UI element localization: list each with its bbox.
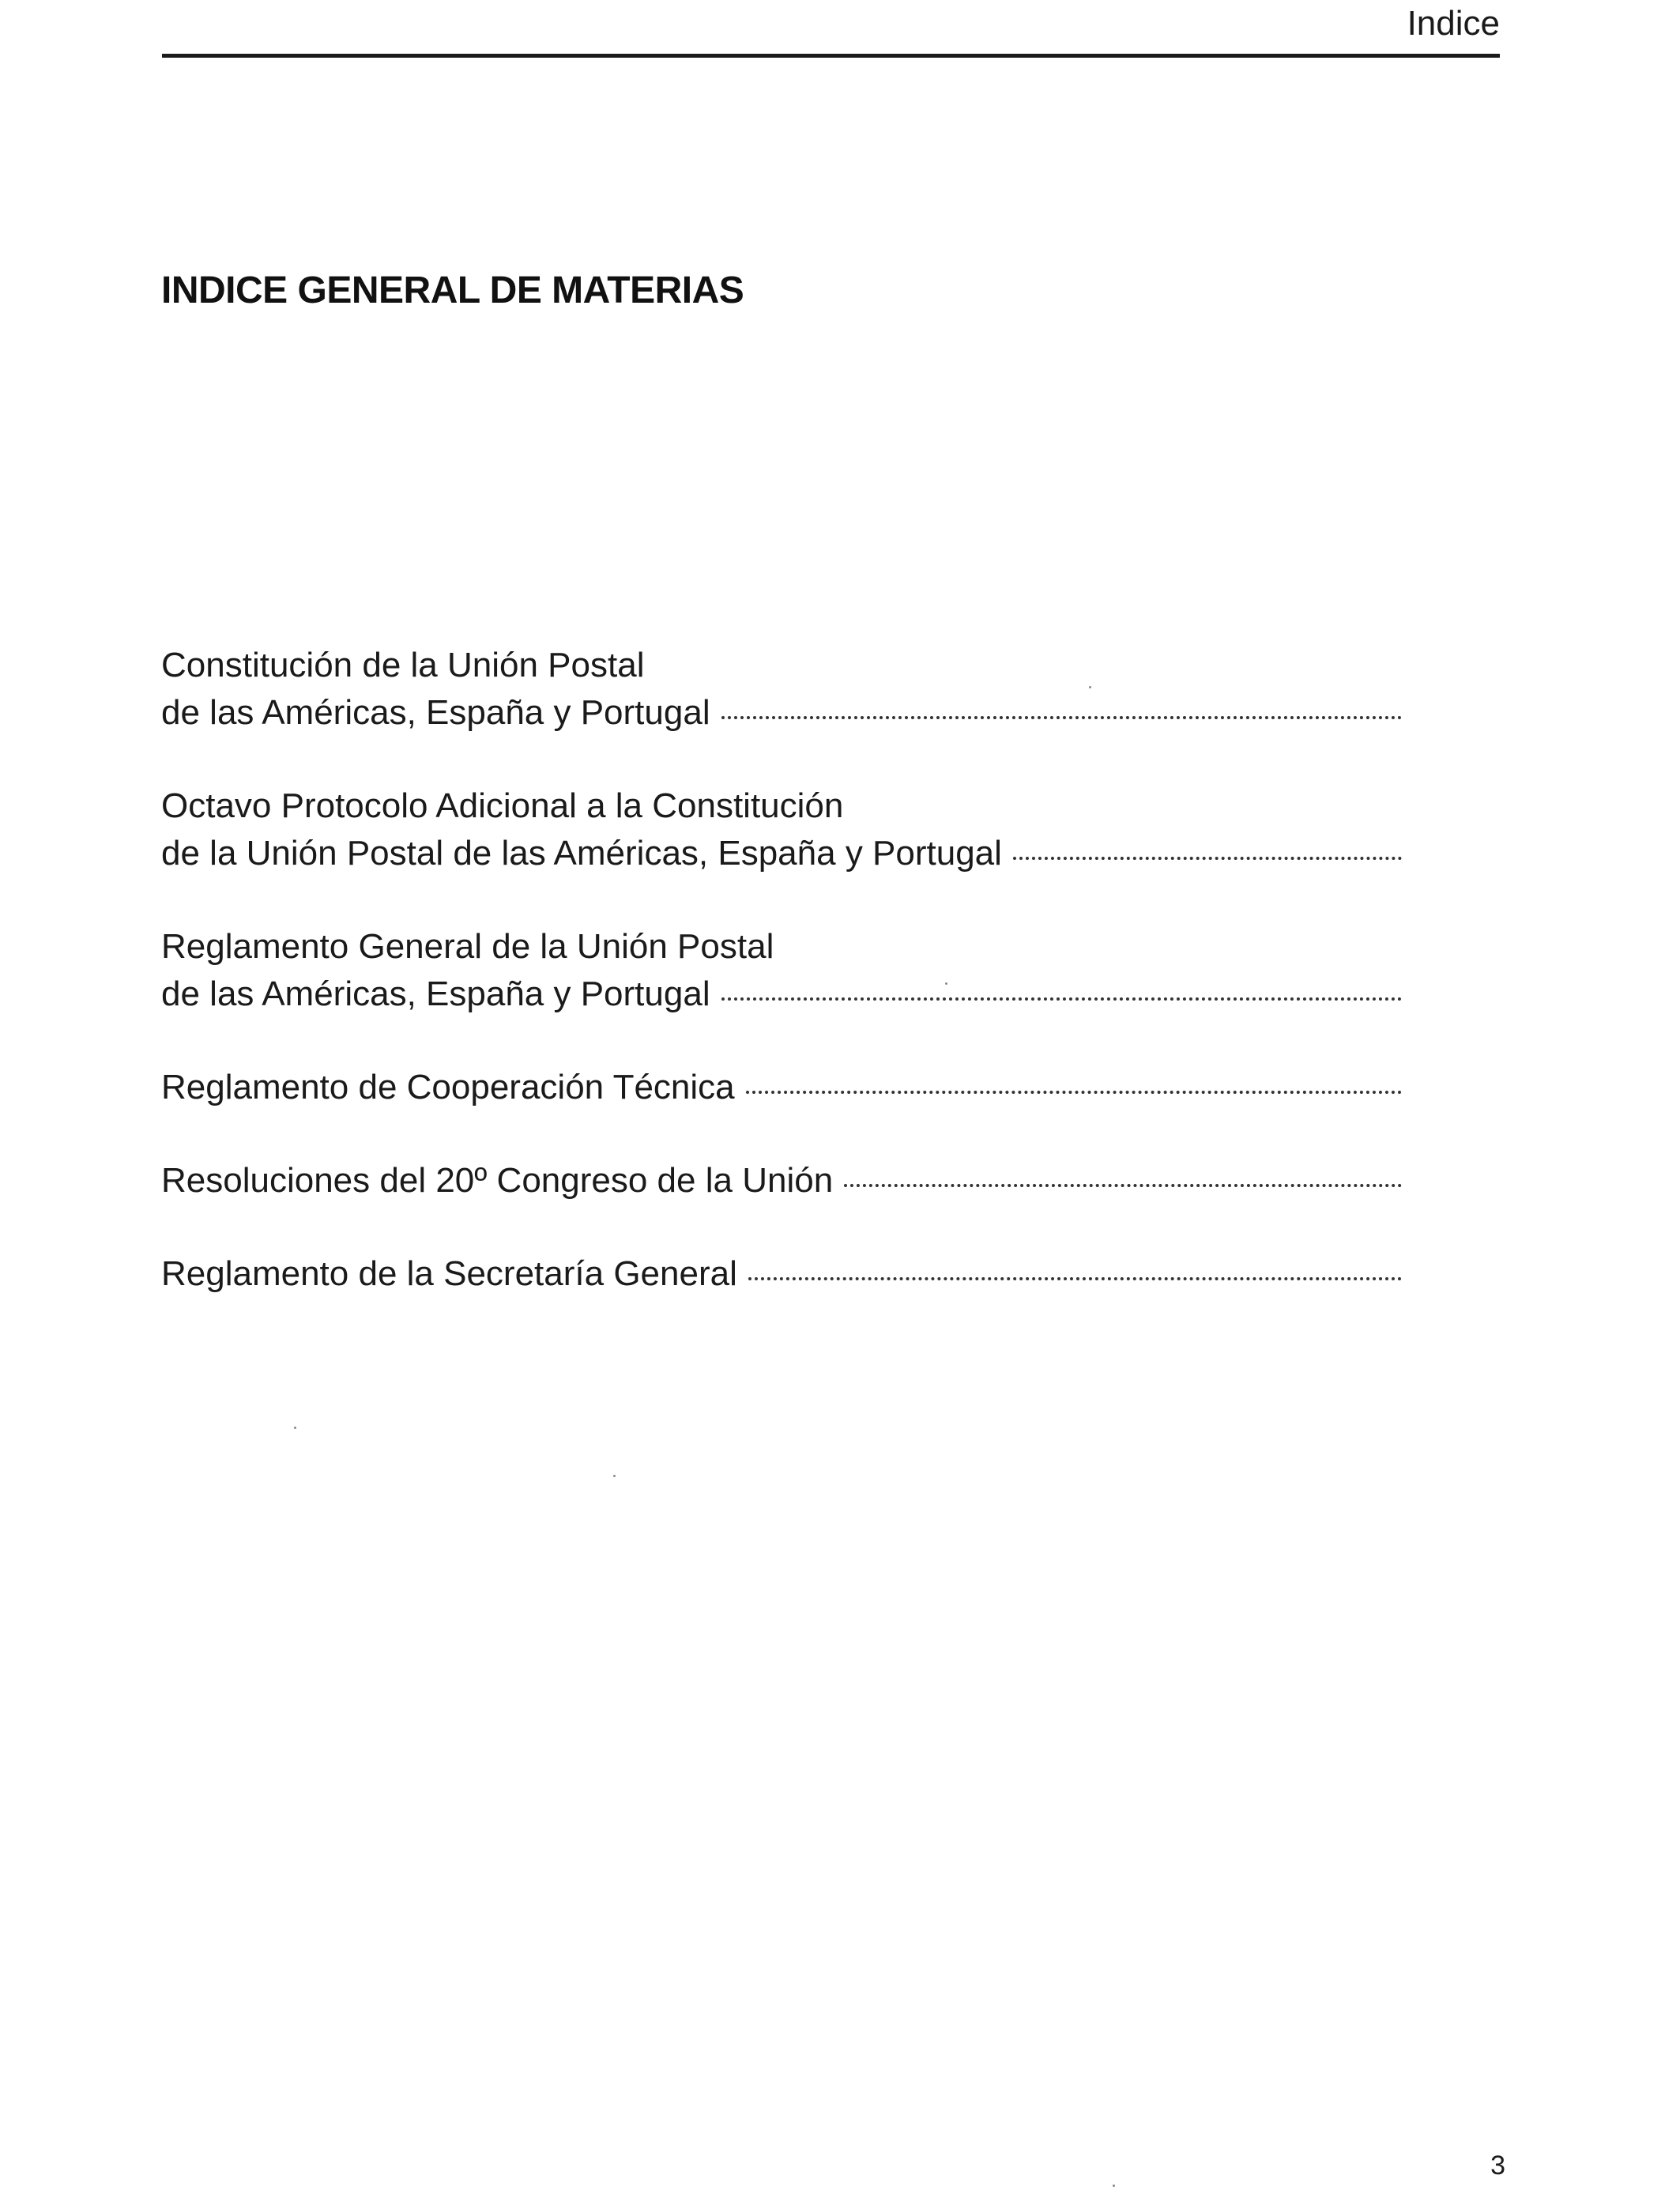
toc-entry-octavo-protocolo[interactable]	[161, 782, 1402, 877]
header-rule	[162, 54, 1500, 58]
toc-entry-secretaria-general[interactable]	[161, 1250, 1402, 1298]
scan-speck	[613, 1475, 616, 1477]
toc-entry-line: Octavo Protocolo Adicional a la Constitución	[161, 786, 844, 825]
scan-speck	[294, 1427, 296, 1429]
dot-leader	[721, 997, 1402, 1001]
toc-entry-line: Resoluciones del 20º Congreso de la Unión	[161, 1161, 834, 1200]
page-number: 3	[1490, 2151, 1505, 2181]
toc-entry-constitucion[interactable]	[161, 642, 1402, 737]
toc-entry-resoluciones[interactable]	[161, 1157, 1402, 1204]
running-header: Indice	[1407, 4, 1500, 43]
dot-leader	[721, 716, 1402, 719]
scan-speck	[945, 982, 947, 985]
document-title: INDICE GENERAL DE MATERIAS	[161, 270, 744, 311]
toc-entry-line: de las Américas, España y Portugal	[161, 974, 710, 1013]
toc-entry-line: Reglamento de Cooperación Técnica	[161, 1068, 735, 1106]
dot-leader	[1013, 857, 1402, 860]
dot-leader	[746, 1091, 1402, 1094]
dot-leader	[844, 1184, 1402, 1187]
toc-entry-line: Reglamento de la Secretaría General	[161, 1254, 737, 1293]
dot-leader	[748, 1277, 1402, 1280]
toc-entry-line: de la Unión Postal de las Américas, España y Portugal	[161, 834, 1002, 873]
scan-speck	[1113, 2185, 1115, 2187]
toc-entry-line: Reglamento General de la Unión Postal	[161, 927, 774, 966]
toc-entry-line: Constitución de la Unión Postal	[161, 646, 645, 684]
table-of-contents	[161, 642, 1402, 1344]
scan-speck	[1089, 686, 1091, 688]
toc-entry-cooperacion-tecnica[interactable]	[161, 1064, 1402, 1111]
toc-entry-reglamento-general[interactable]	[161, 923, 1402, 1018]
toc-entry-line: de las Américas, España y Portugal	[161, 693, 710, 732]
